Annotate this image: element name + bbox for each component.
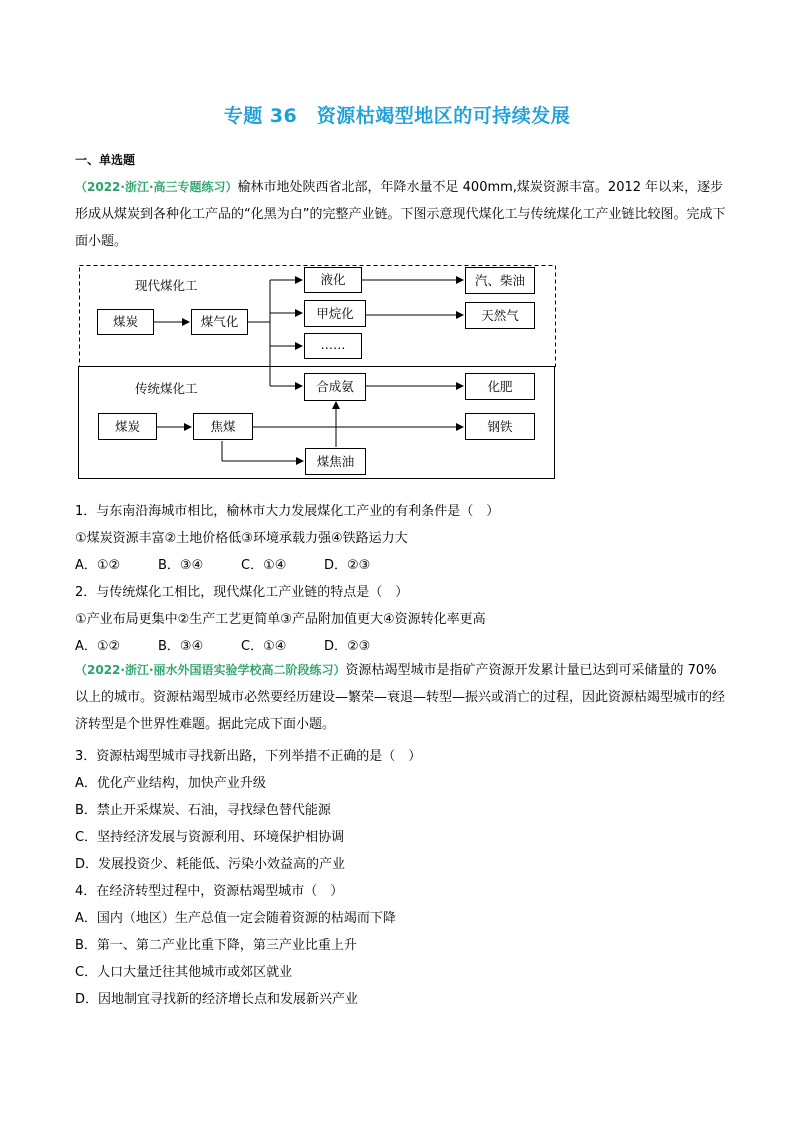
question-3-option-b[interactable]: B．禁止开采煤炭、石油，寻找绿色替代能源 bbox=[75, 803, 331, 818]
option-c[interactable]: C．①④ bbox=[241, 558, 287, 573]
fuel-box: 汽、柴油 bbox=[465, 267, 535, 294]
intro-paragraph-1 bbox=[75, 174, 727, 255]
section-heading: 一、单选题 bbox=[75, 153, 136, 167]
coal-tar-box: 煤焦油 bbox=[305, 448, 366, 475]
coal-box-traditional: 煤炭 bbox=[98, 413, 157, 440]
source-label: （2022·浙江·丽水外国语实验学校高二阶段练习） bbox=[75, 663, 346, 677]
coking-coal-box: 焦煤 bbox=[193, 413, 253, 440]
question-2-options bbox=[75, 635, 370, 654]
question-4-option-c[interactable]: C．人口大量迁往其他城市或郊区就业 bbox=[75, 965, 293, 980]
option-d[interactable]: D．②③ bbox=[324, 558, 371, 573]
intro-paragraph-2 bbox=[75, 657, 727, 738]
fertilizer-box: 化肥 bbox=[465, 373, 535, 400]
intro-text: 榆林市地处陕西省北部，年降水量不足 400mm,煤炭资源丰富。2012 年以来，逐步形成从煤炭到各种化工产品的“化黑为白”的完整产业链。下图示意现代煤化工与传统煤化工产业链比较图。完成下面小题。 bbox=[75, 180, 726, 249]
question-3-stem: 3．资源枯竭型城市寻找新出路，下列举措不正确的是（ ） bbox=[75, 749, 422, 764]
ammonia-box: 合成氨 bbox=[304, 373, 366, 401]
question-4-option-b[interactable]: B．第一、第二产业比重下降，第三产业比重上升 bbox=[75, 938, 357, 953]
page-title: 专题 36 资源枯竭型地区的可持续发展 bbox=[223, 105, 571, 127]
option-a[interactable]: A．①② bbox=[75, 558, 121, 573]
question-1-stem: 1．与东南沿海城市相比，榆林市大力发展煤化工产业的有利条件是（ ） bbox=[75, 504, 500, 519]
traditional-frame bbox=[79, 367, 555, 479]
intro-text: 资源枯竭型城市是指矿产资源开发累计量已达到可采储量的 70%以上的城市。资源枯竭型城市必然要经历建设—繁荣—衰退—转型—振兴或消亡的过程，因此资源枯竭型城市的经济转型是个世界性难题。据此完成下面小题。 bbox=[75, 663, 726, 732]
question-4-stem: 4．在经济转型过程中，资源枯竭型城市（ ） bbox=[75, 884, 344, 899]
liquefaction-box: 液化 bbox=[304, 267, 362, 293]
source-label: （2022·浙江·高三专题练习） bbox=[75, 180, 238, 194]
question-2-stem: 2．与传统煤化工相比，现代煤化工产业链的特点是（ ） bbox=[75, 585, 409, 600]
option-b[interactable]: B．③④ bbox=[158, 639, 204, 654]
natural-gas-box: 天然气 bbox=[465, 302, 535, 329]
question-4-option-d[interactable]: D．因地制宜寻找新的经济增长点和发展新兴产业 bbox=[75, 992, 359, 1007]
methanation-box: 甲烷化 bbox=[304, 300, 366, 327]
question-3-option-d[interactable]: D．发展投资少、耗能低、污染小效益高的产业 bbox=[75, 857, 346, 872]
question-3-option-c[interactable]: C．坚持经济发展与资源利用、环境保护相协调 bbox=[75, 830, 345, 845]
gasification-box: 煤气化 bbox=[191, 309, 248, 335]
modern-frame bbox=[80, 266, 556, 367]
traditional-label: 传统煤化工 bbox=[135, 381, 198, 396]
question-4-option-a[interactable]: A．国内（地区）生产总值一定会随着资源的枯竭而下降 bbox=[75, 911, 396, 926]
modern-label: 现代煤化工 bbox=[135, 278, 198, 293]
steel-box: 钢铁 bbox=[465, 413, 535, 440]
question-1-options bbox=[75, 554, 370, 573]
option-b[interactable]: B．③④ bbox=[158, 558, 204, 573]
question-3-option-a[interactable]: A．优化产业结构，加快产业升级 bbox=[75, 776, 266, 791]
coal-box-modern: 煤炭 bbox=[97, 309, 154, 335]
option-a[interactable]: A．①② bbox=[75, 639, 121, 654]
question-2-items: ①产业布局更集中②生产工艺更简单③产品附加值更大④资源转化率更高 bbox=[75, 612, 486, 627]
etc-box: …… bbox=[304, 333, 362, 359]
option-d[interactable]: D．②③ bbox=[324, 639, 371, 654]
question-1-items: ①煤炭资源丰富②土地价格低③环境承载力强④铁路运力大 bbox=[75, 531, 408, 546]
option-c[interactable]: C．①④ bbox=[241, 639, 287, 654]
